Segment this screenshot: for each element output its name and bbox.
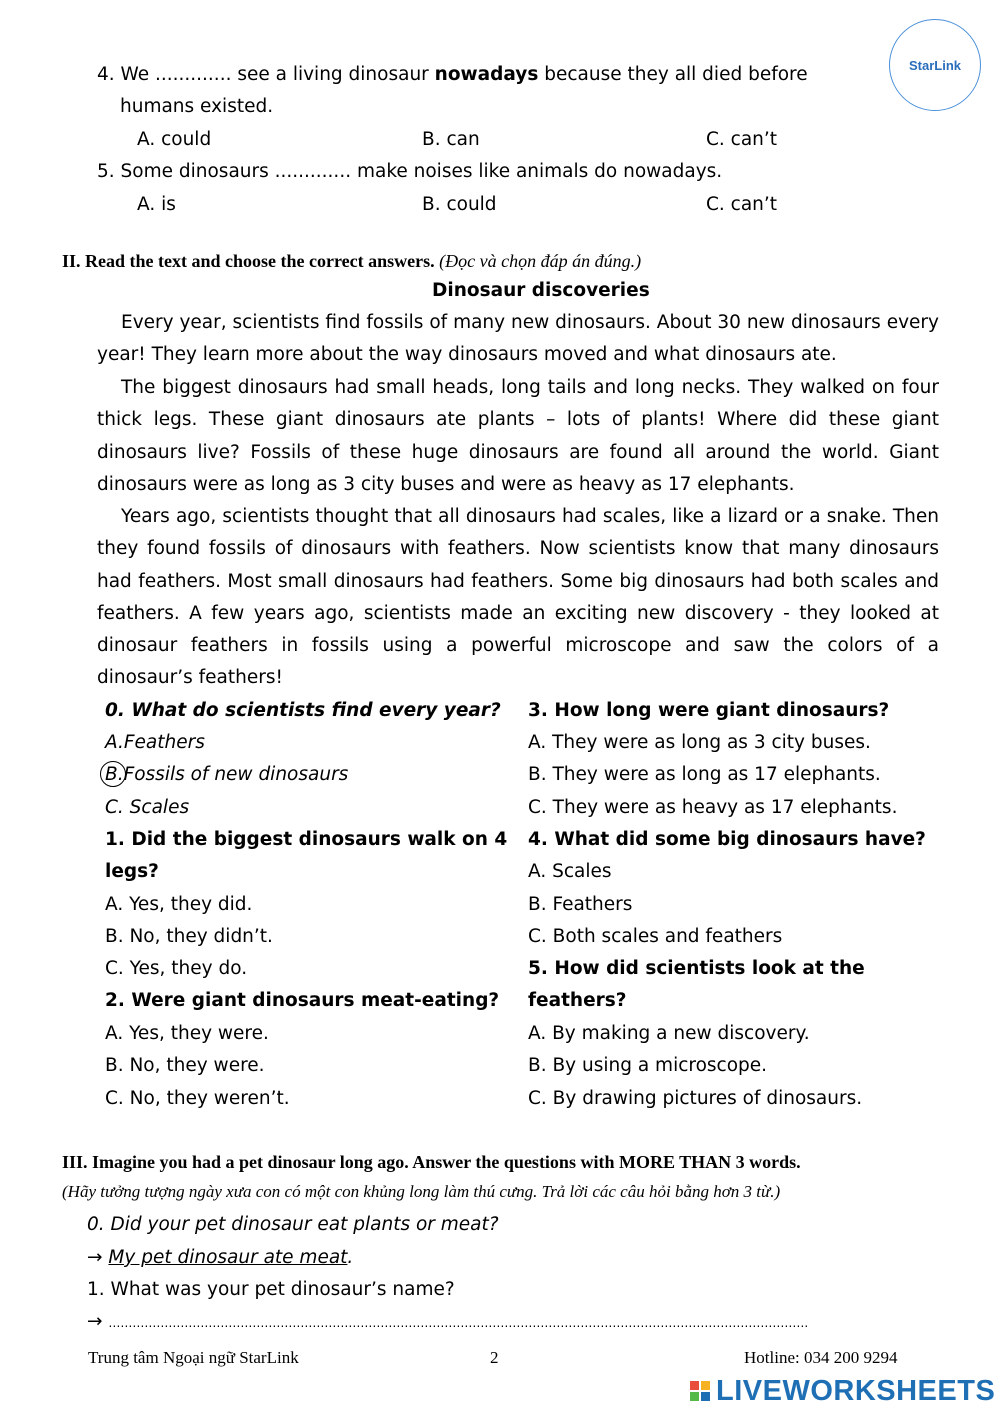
page-number: 2 [490,1348,499,1367]
passage-title: Dinosaur discoveries [432,280,650,301]
rq1-option-c[interactable]: C. Yes, they do. [105,958,248,979]
passage-paragraph-3: Years ago, scientists thought that all dinosaurs had scales, like a lizard or a snake. Then they found fossils of dinosaurs with feathers. Now scientists know that many dinosaurs had feathers. Most small dinosaurs had feathers. Some big dinosaurs had both scales and feathers. A few years ago, scientists made an exciting new discovery - they looked at dinosaur feathers in fossils using a powerful microscope and saw the colors of a dinosaur’s feathers! [97,506,939,689]
rq1-option-a[interactable]: A. Yes, they did. [105,894,253,915]
q5-option-c[interactable]: C. can’t [706,194,778,215]
liveworksheets-text: LIVEWORKSHEETS [716,1374,996,1407]
rq5-question: 5. How did scientists look at the [528,958,865,979]
wq1-question: 1. What was your pet dinosaur’s name? [87,1279,455,1300]
rq5-option-b[interactable]: B. By using a microscope. [528,1055,768,1076]
rq2-question: 2. Were giant dinosaurs meat-eating? [105,990,500,1011]
rq5-option-c[interactable]: C. By drawing pictures of dinosaurs. [528,1088,863,1109]
q5-option-a[interactable]: A. is [137,194,176,215]
part3-heading: III. Imagine you had a pet dinosaur long ago. Answer the questions with MORE THAN 3 words. [62,1152,801,1172]
wq0-answer-line [87,1247,353,1268]
part2-heading-vi: (Đọc và chọn đáp án đúng.) [439,251,642,271]
starlink-logo [889,19,981,111]
question-4-cont: humans existed. [120,96,274,117]
rq4-option-b[interactable]: B. Feathers [528,894,633,915]
liveworksheets-logo-icon [690,1381,710,1401]
logo-text: StarLink [908,57,961,73]
rq3-question: 3. How long were giant dinosaurs? [528,700,890,721]
wq0-question: 0. Did your pet dinosaur eat plants or meat? [87,1214,499,1235]
wq1-answer-line[interactable] [87,1311,922,1332]
passage-paragraph-2: The biggest dinosaurs had small heads, long tails and long necks. They walked on four thick legs. These giant dinosaurs ate plants – lots of plants! Where did these giant dinosaurs live? Fossils of these huge dinosaurs are found all around the world. Giant dinosaurs were as long as 3 city buses and were as heavy as 17 elephants. [97,377,939,495]
liveworksheets-watermark[interactable] [690,1374,995,1408]
rq2-option-b[interactable]: B. No, they were. [105,1055,265,1076]
arrow-icon: → [87,1247,103,1268]
footer-hotline: Hotline: 034 200 9294 [744,1348,898,1367]
rq0-option-a[interactable]: A.Feathers [105,732,205,753]
q4-suffix: because they all died before [538,64,808,85]
wq1-answer-field[interactable]: …………………………………………………………………………………………………………………………………………………………. [108,1316,809,1330]
rq3-option-b[interactable]: B. They were as long as 17 elephants. [528,764,881,785]
q4-option-c[interactable]: C. can’t [706,129,778,150]
part2-heading [62,251,641,272]
rq0-option-b-text: Fossils of new dinosaurs [123,764,349,785]
q4-option-b[interactable]: B. can [422,129,480,150]
footer-left: Trung tâm Ngoại ngữ StarLink [88,1348,299,1367]
q4-option-a[interactable]: A. could [137,129,212,150]
rq0-option-b[interactable] [105,764,348,785]
wq0-answer-end: . [347,1247,354,1268]
rq3-option-a[interactable]: A. They were as long as 3 city buses. [528,732,871,753]
part2-heading-text: II. Read the text and choose the correct answers. [62,251,435,271]
question-4 [97,64,808,85]
rq2-option-c[interactable]: C. No, they weren’t. [105,1088,290,1109]
rq1-question: 1. Did the biggest dinosaurs walk on 4 [105,829,508,850]
wq0-answer: My pet dinosaur ate meat [108,1247,348,1268]
rq0-option-c[interactable]: C. Scales [105,797,190,818]
passage-paragraph-1: Every year, scientists find fossils of many new dinosaurs. About 30 new dinosaurs every year! They learn more about the way dinosaurs moved and what dinosaurs ate. [97,312,939,366]
rq4-question: 4. What did some big dinosaurs have? [528,829,926,850]
q5-option-b[interactable]: B. could [422,194,497,215]
rq3-option-c[interactable]: C. They were as heavy as 17 elephants. [528,797,898,818]
rq4-option-c[interactable]: C. Both scales and feathers [528,926,783,947]
rq4-option-a[interactable]: A. Scales [528,861,612,882]
rq5-question-cont: feathers? [528,990,627,1011]
rq0-question: 0. What do scientists find every year? [105,700,501,721]
question-5: 5. Some dinosaurs ............. make noises like animals do nowadays. [97,161,723,182]
q4-prefix: 4. We ............. see a living dinosaur [97,64,435,85]
rq0-selected-circle: B. [105,764,124,785]
part3-heading-vi: (Hãy tưởng tượng ngày xưa con có một con khủng long làm thú cưng. Trả lời các câu hỏi bằng hơn 3 từ.) [62,1182,781,1201]
rq5-option-a[interactable]: A. By making a new discovery. [528,1023,810,1044]
rq1-option-b[interactable]: B. No, they didn’t. [105,926,273,947]
rq2-option-a[interactable]: A. Yes, they were. [105,1023,269,1044]
q4-bold: nowadays [434,64,539,85]
arrow-icon: → [87,1311,103,1332]
rq1-question-cont: legs? [105,861,159,882]
